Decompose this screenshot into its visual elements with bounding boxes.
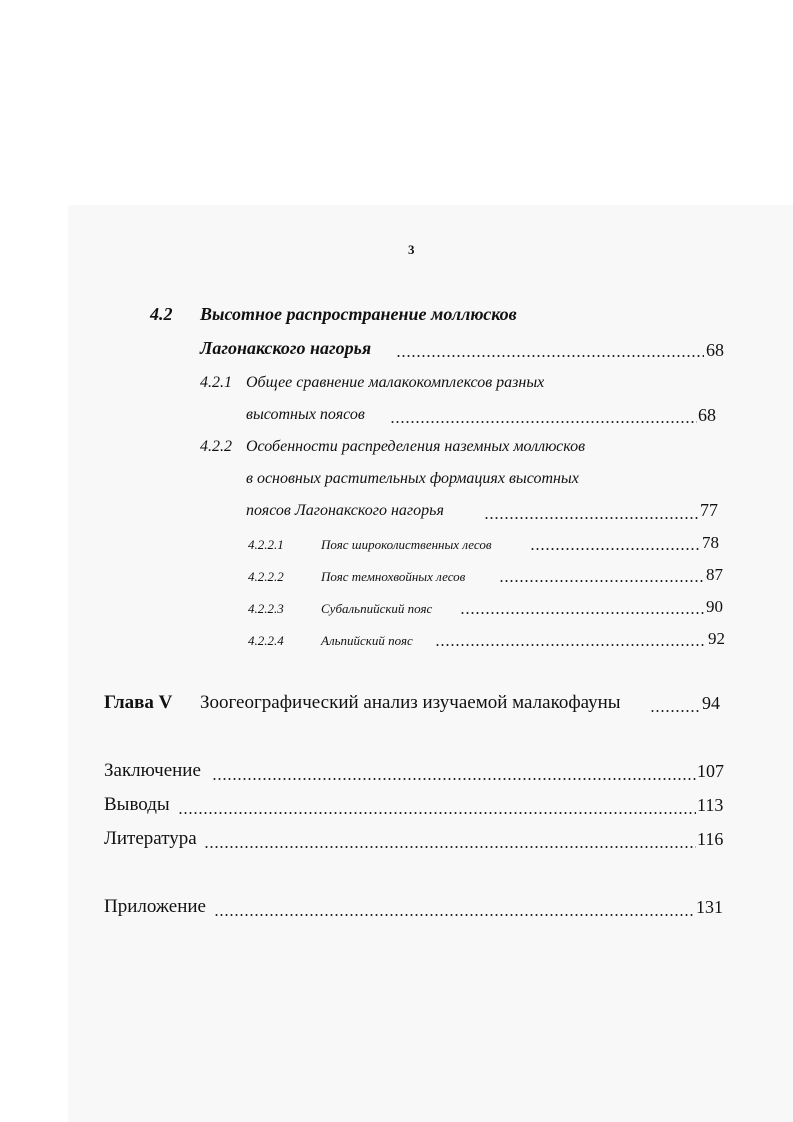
section-4-2-number: 4.2 [150, 304, 173, 324]
dot-leader [460, 612, 704, 614]
chapter-5-title: Зоогеографический анализ изучаемой малакофауны [200, 692, 621, 713]
dot-leader [212, 778, 696, 780]
subsection-page: 78 [702, 533, 719, 552]
dot-leader [178, 812, 696, 814]
scanned-page-area [68, 205, 793, 1122]
section-4-2-1-page: 68 [698, 405, 716, 425]
section-4-2-1-title-line1: Общее сравнение малакокомплексов разных [246, 374, 545, 391]
back-matter-page: 107 [697, 761, 724, 781]
section-4-2-2-title-line3: поясов Лагонакского нагорья [246, 502, 444, 519]
section-4-2-1-title-line2: высотных поясов [246, 406, 365, 423]
subsection-number: 4.2.2.3 [248, 601, 284, 616]
chapter-5-page: 94 [702, 693, 720, 713]
subsection-page: 87 [706, 565, 723, 584]
subsection-number: 4.2.2.1 [248, 537, 284, 552]
dot-leader [650, 710, 700, 712]
section-4-2-title-line1: Высотное распространение моллюсков [200, 304, 517, 324]
dot-leader [214, 914, 695, 916]
dot-leader [499, 580, 704, 582]
subsection-title: Пояс темнохвойных лесов [321, 569, 466, 584]
back-matter-page: 131 [696, 897, 723, 917]
back-matter-title: Выводы [104, 794, 170, 815]
back-matter-title: Литература [104, 828, 197, 849]
section-4-2-2-number: 4.2.2 [200, 438, 232, 455]
section-4-2-2-title-line2: в основных растительных формациях высотных [246, 470, 579, 487]
dot-leader [204, 846, 696, 848]
back-matter-title: Приложение [104, 896, 206, 917]
section-4-2-page: 68 [706, 340, 724, 360]
subsection-page: 92 [708, 629, 725, 648]
subsection-page: 90 [706, 597, 723, 616]
back-matter-title: Заключение [104, 760, 201, 781]
subsection-number: 4.2.2.4 [248, 633, 284, 648]
dot-leader [484, 517, 698, 519]
section-4-2-1-number: 4.2.1 [200, 374, 232, 391]
dot-leader [390, 421, 697, 423]
chapter-5-label: Глава V [104, 692, 173, 713]
dot-leader [396, 355, 704, 357]
subsection-title: Субальпийский пояс [321, 601, 433, 616]
back-matter-page: 116 [697, 829, 724, 849]
dot-leader [435, 644, 706, 646]
subsection-title: Пояс широколиственных лесов [321, 537, 492, 552]
page-number: 3 [408, 242, 415, 257]
section-4-2-2-page: 77 [700, 500, 718, 520]
subsection-number: 4.2.2.2 [248, 569, 284, 584]
subsection-title: Альпийский пояс [321, 633, 413, 648]
section-4-2-title-line2: Лагонакского нагорья [200, 338, 372, 358]
dot-leader [530, 548, 700, 550]
back-matter-page: 113 [697, 795, 724, 815]
section-4-2-2-title-line1: Особенности распределения наземных моллюсков [246, 438, 586, 455]
